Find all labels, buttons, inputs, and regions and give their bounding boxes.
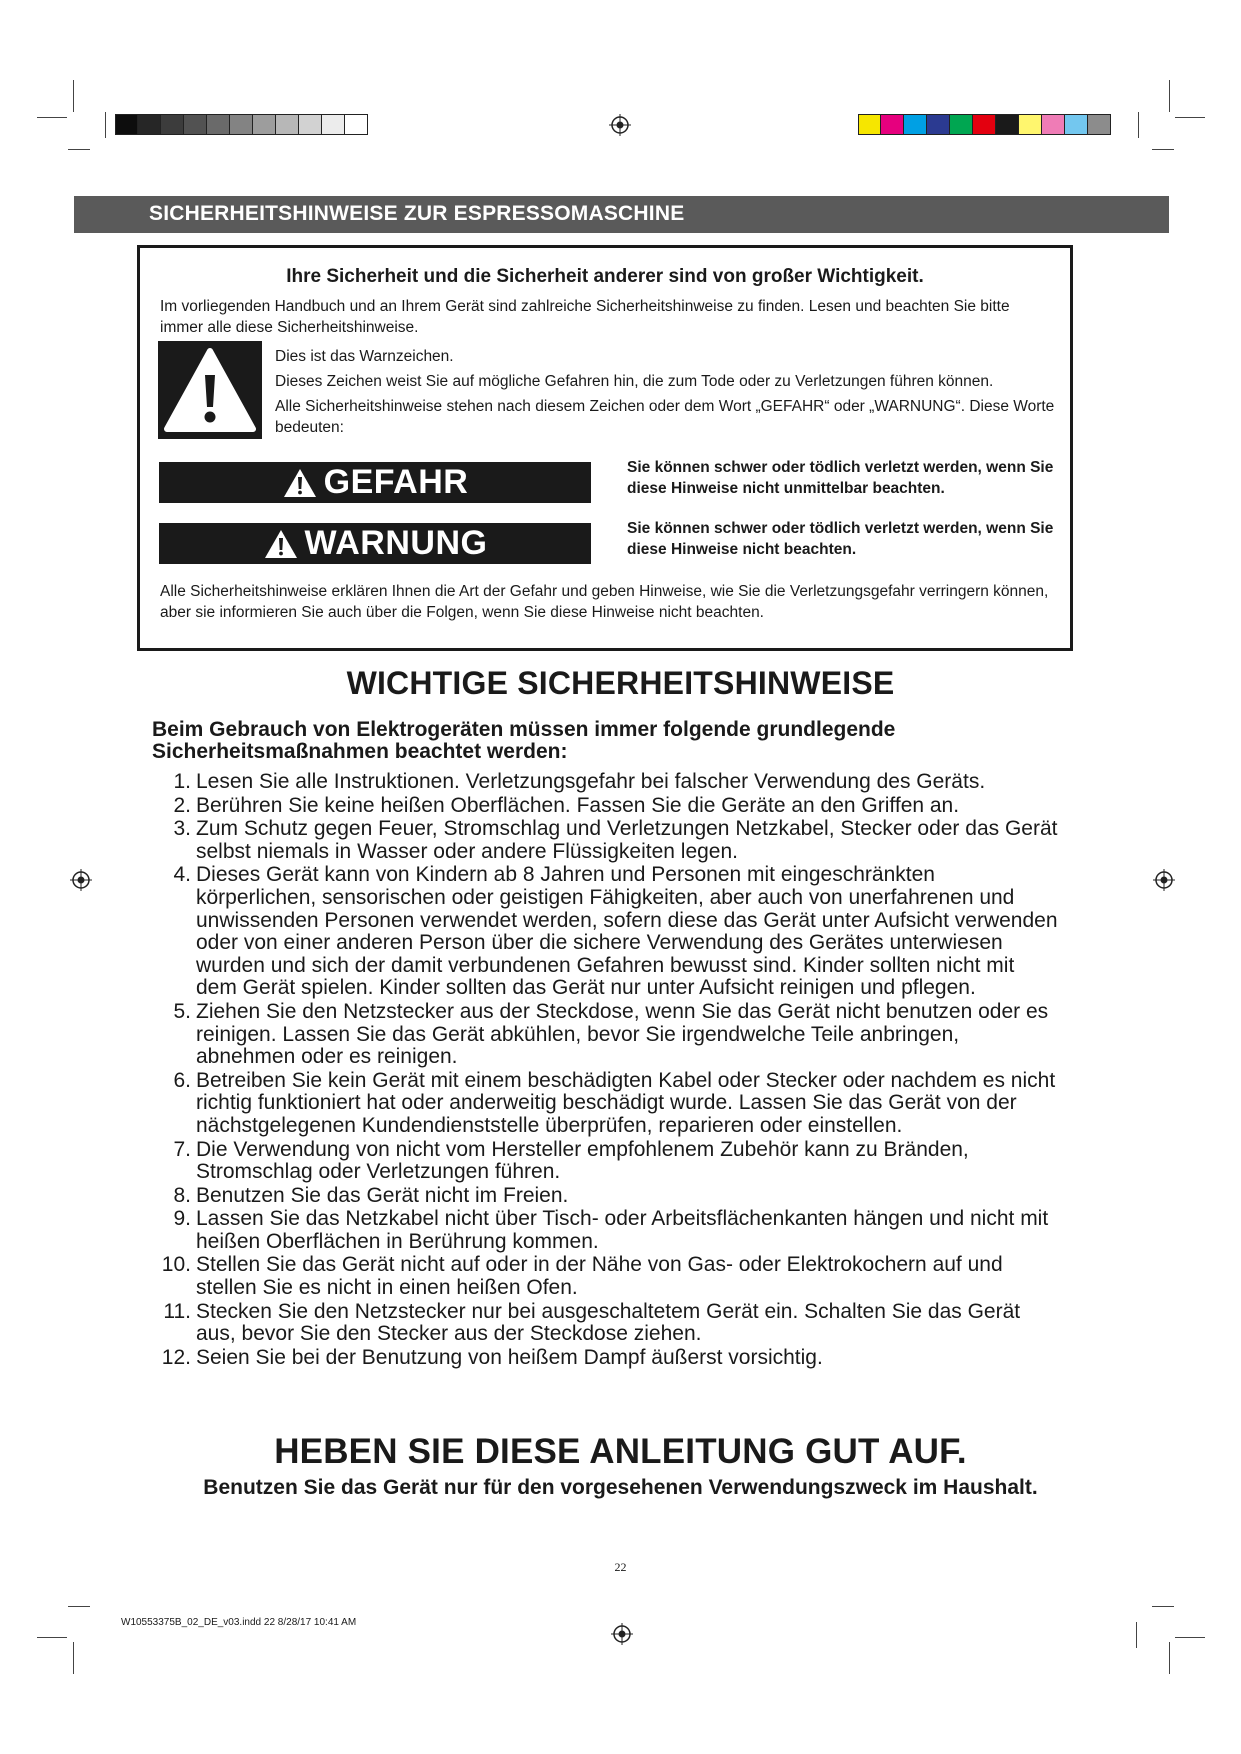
- instruction-number: 7.: [173, 1137, 191, 1161]
- color-swatch: [115, 114, 138, 135]
- instruction-text: Seien Sie bei der Benutzung von heißem Dampf äußerst vorsichtig.: [196, 1345, 823, 1369]
- instruction-number: 1.: [173, 770, 191, 793]
- print-slug: W10553375B_02_DE_v03.indd 22 8/28/17 10:41 AM: [121, 1617, 357, 1628]
- instruction-number: 5.: [173, 999, 191, 1023]
- instruction-item: [158, 1001, 1058, 1069]
- instruction-text: Ziehen Sie den Netzstecker aus der Steckdose, wenn Sie das Gerät nicht benutzen oder es reinigen. Lassen Sie das Gerät abkühlen, bevor Sie irgendwelche Teile anbringen, abnehmen oder es reinigen.: [196, 999, 1049, 1069]
- instruction-number: 4.: [173, 863, 191, 887]
- registration-target-icon: [609, 114, 631, 136]
- color-swatch: [230, 114, 253, 135]
- color-swatch: [345, 114, 368, 135]
- alert-triangle-icon: [282, 467, 318, 499]
- color-swatch: [881, 114, 904, 135]
- warning-triangle-icon: [158, 341, 262, 439]
- instruction-item: [158, 1139, 1058, 1184]
- main-title: WICHTIGE SICHERHEITSHINWEISE: [346, 665, 895, 701]
- instruction-number: 10.: [161, 1253, 191, 1277]
- registration-target-icon: [1153, 869, 1175, 891]
- instruction-number: 9.: [173, 1207, 191, 1231]
- warning-line: Dieses Zeichen weist Sie auf mögliche Gefahren hin, die zum Tode oder zu Verletzungen führen können.: [275, 373, 994, 390]
- warning-signal-word: WARNUNG: [304, 524, 488, 562]
- instructions-intro: Beim Gebrauch von Elektrogeräten müssen immer folgende grundlegende Sicherheitsmaßnahmen beachtet werden:: [152, 718, 896, 763]
- instructions-list: [158, 771, 1058, 1370]
- instruction-text: Lesen Sie alle Instruktionen. Verletzungsgefahr bei falscher Verwendung des Geräts.: [196, 770, 986, 793]
- instruction-number: 8.: [173, 1183, 191, 1207]
- color-swatch: [299, 114, 322, 135]
- instruction-text: Die Verwendung von nicht vom Hersteller empfohlenem Zubehör kann zu Bränden, Stromschlag oder Verletzungen führen.: [196, 1137, 969, 1184]
- warning-signal-banner: [159, 523, 591, 564]
- registration-target-icon: [70, 869, 92, 891]
- instruction-item: [158, 1208, 1058, 1253]
- warning-line: Dies ist das Warnzeichen.: [275, 348, 454, 365]
- color-swatch: [973, 114, 996, 135]
- section-header-bar: [74, 196, 1169, 233]
- instruction-number: 6.: [173, 1068, 191, 1092]
- color-swatch: [996, 114, 1019, 135]
- color-swatch: [184, 114, 207, 135]
- instruction-item: [158, 818, 1058, 863]
- instruction-text: Dieses Gerät kann von Kindern ab 8 Jahren und Personen mit eingeschränkten körperlichen, sensorischen oder geistigen Fähigkeiten, aber auch von unerfahrenen und unwissenden Personen verwendet werden, sofern diese das Gerät unter Aufsicht verwenden oder von einer anderen Person über die sichere Verwendung des Gerätes unterwiesen wurden und sich der damit verbundenen Gefahren bewusst sind. Kinder sollten nicht mit dem Gerät spielen. Kinder sollten das Gerät nur unter Aufsicht reinigen und pflegen.: [196, 863, 1058, 1000]
- instruction-text: Benutzen Sie das Gerät nicht im Freien.: [196, 1183, 569, 1207]
- color-swatch: [322, 114, 345, 135]
- color-swatch: [1019, 114, 1042, 135]
- page-number: 22: [614, 1560, 627, 1574]
- color-swatch: [950, 114, 973, 135]
- color-swatch: [927, 114, 950, 135]
- instruction-item: [158, 1185, 1058, 1208]
- instruction-number: 2.: [173, 793, 191, 817]
- instruction-text: Lassen Sie das Netzkabel nicht über Tisch- oder Arbeitsflächenkanten hängen und nicht mit heißen Oberflächen in Berührung kommen.: [196, 1207, 1049, 1253]
- color-swatch: [276, 114, 299, 135]
- color-swatch: [138, 114, 161, 135]
- instruction-number: 3.: [173, 817, 191, 841]
- instruction-item: [158, 771, 1058, 794]
- color-swatch: [1042, 114, 1065, 135]
- safety-box-intro: Im vorliegenden Handbuch und an Ihrem Gerät sind zahlreiche Sicherheitshinweise zu finden. Lesen und beachten Sie bitte immer alle diese Sicherheitshinweise.: [160, 298, 1010, 336]
- danger-signal-description: Sie können schwer oder tödlich verletzt werden, wenn Sie diese Hinweise nicht unmittelbar beachten.: [627, 459, 1054, 497]
- danger-signal-banner: [159, 462, 591, 503]
- color-swatch: [207, 114, 230, 135]
- instruction-number: 12.: [161, 1345, 191, 1369]
- instruction-number: 11.: [163, 1299, 191, 1323]
- instruction-item: [158, 1301, 1058, 1346]
- warning-symbol-explanation: [275, 344, 1065, 438]
- instruction-text: Betreiben Sie kein Gerät mit einem beschädigten Kabel oder Stecker oder nachdem es nicht richtig funktioniert hat oder anderweitig beschädigt wurde. Lassen Sie das Gerät von der nächstgelegenen Kundendienststelle überprüfen, reparieren oder einstellen.: [196, 1068, 1056, 1137]
- instruction-text: Stellen Sie das Gerät nicht auf oder in der Nähe von Gas- oder Elektrokochern auf und stellen Sie es nicht in einen heißen Ofen.: [196, 1253, 1003, 1300]
- color-swatch: [1088, 114, 1111, 135]
- registration-target-icon: [611, 1623, 633, 1645]
- safety-info-box: [137, 245, 1073, 651]
- instruction-text: Zum Schutz gegen Feuer, Stromschlag und Verletzungen Netzkabel, Stecker oder das Gerät selbst niemals in Wasser oder andere Flüssigkeiten legen.: [196, 817, 1058, 863]
- color-swatch: [858, 114, 881, 135]
- color-swatch: [904, 114, 927, 135]
- instruction-text: Berühren Sie keine heißen Oberflächen. Fassen Sie die Geräte an den Griffen an.: [196, 793, 960, 817]
- instruction-item: [158, 864, 1058, 1000]
- color-swatch: [161, 114, 184, 135]
- color-swatch: [1065, 114, 1088, 135]
- instruction-text: Stecken Sie den Netzstecker nur bei ausgeschaltetem Gerät ein. Schalten Sie das Gerät aus, bevor Sie den Stecker aus der Steckdose ziehen.: [196, 1299, 1021, 1346]
- color-swatch: [253, 114, 276, 135]
- instruction-item: [158, 795, 1058, 818]
- alert-triangle-icon: [263, 528, 299, 560]
- closing-title: HEBEN SIE DIESE ANLEITUNG GUT AUF.: [274, 1432, 967, 1471]
- safety-box-footer: Alle Sicherheitshinweise erklären Ihnen die Art der Gefahr und geben Hinweise, wie Sie die Verletzungsgefahr verringern können, aber sie informieren Sie auch über die Folgen, wenn Sie diese Hinweise nicht beachten.: [160, 583, 1049, 621]
- safety-box-heading: Ihre Sicherheit und die Sicherheit anderer sind von großer Wichtigkeit.: [286, 266, 924, 287]
- closing-subtitle: Benutzen Sie das Gerät nur für den vorgesehenen Verwendungszweck im Haushalt.: [203, 1476, 1038, 1499]
- process-color-bar: [858, 114, 1111, 135]
- grayscale-color-bar: [115, 114, 368, 135]
- section-header-title: SICHERHEITSHINWEISE ZUR ESPRESSOMASCHINE: [149, 202, 685, 225]
- warning-line: Alle Sicherheitshinweise stehen nach diesem Zeichen oder dem Wort „GEFAHR“ oder „WARNUNG“. Diese Worte bedeuten:: [275, 398, 1055, 436]
- warning-signal-description: Sie können schwer oder tödlich verletzt werden, wenn Sie diese Hinweise nicht beachten.: [627, 520, 1054, 558]
- danger-signal-word: GEFAHR: [323, 463, 469, 501]
- instruction-item: [158, 1070, 1058, 1138]
- instruction-item: [158, 1254, 1058, 1299]
- instruction-item: [158, 1347, 1058, 1370]
